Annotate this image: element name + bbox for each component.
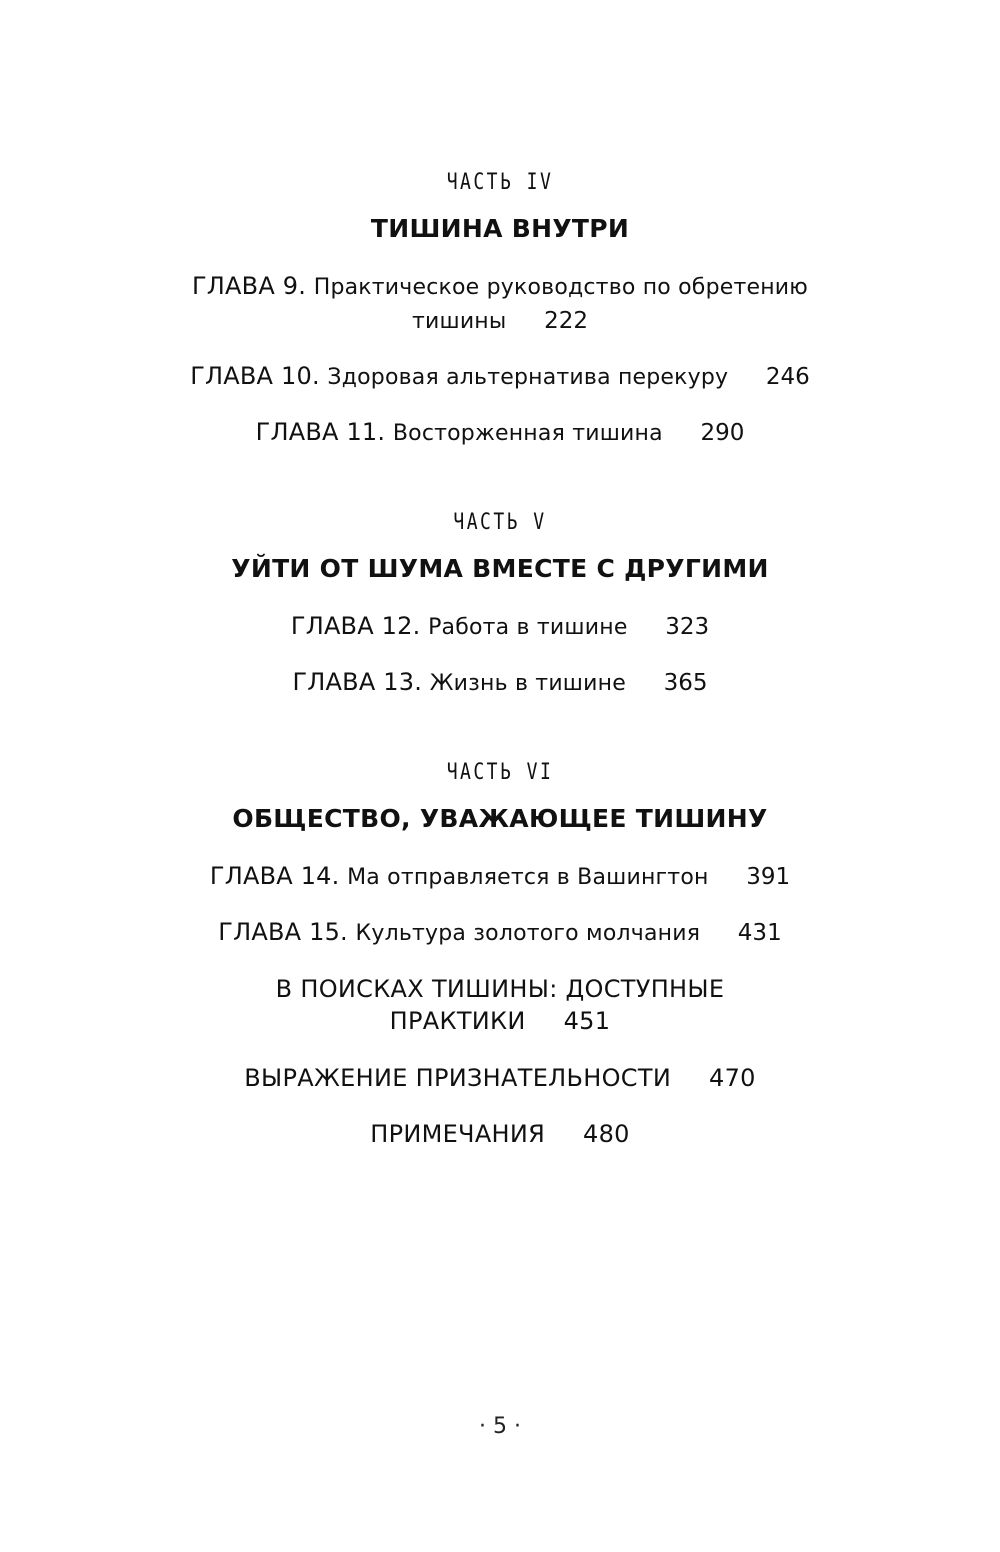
chapter-title: Практическое руководство по обретению тишины	[313, 275, 809, 334]
chapter-page-number: 246	[765, 364, 810, 390]
part-title-iv: ТИШИНА ВНУТРИ	[370, 214, 630, 243]
toc-entry-chapter-13[interactable]	[0, 666, 1000, 700]
chapter-label: ГЛАВА 13.	[292, 668, 423, 696]
chapter-title: Культура золотого молчания	[355, 921, 701, 946]
part-label-iv: ЧАСТЬ IV	[446, 170, 554, 195]
chapter-title: Ма отправляется в Вашингтон	[347, 865, 709, 890]
appendix-page-number: 480	[583, 1120, 630, 1148]
part-label-vi: ЧАСТЬ VI	[446, 760, 554, 785]
appendix-title: ПРИМЕЧАНИЯ	[370, 1120, 546, 1148]
appendix-title: ВЫРАЖЕНИЕ ПРИЗНАТЕЛЬНОСТИ	[244, 1064, 672, 1092]
appendix-title: В ПОИСКАХ ТИШИНЫ: ДОСТУПНЫЕ ПРАКТИКИ	[275, 975, 725, 1035]
chapter-title: Работа в тишине	[428, 615, 628, 640]
toc-entry-chapter-12[interactable]	[0, 610, 1000, 644]
chapter-title: Здоровая альтернатива перекуру	[327, 365, 729, 390]
chapter-page-number: 290	[700, 420, 745, 446]
toc-entry-acknowledgements[interactable]	[0, 1062, 1000, 1094]
chapter-page-number: 365	[663, 670, 708, 696]
toc-entry-chapter-10[interactable]	[0, 360, 1000, 394]
toc-entry-notes[interactable]	[0, 1118, 1000, 1150]
chapter-label: ГЛАВА 10.	[190, 362, 320, 390]
appendix-page-number: 470	[709, 1064, 756, 1092]
chapter-label: ГЛАВА 12.	[290, 612, 421, 640]
toc-entry-chapter-11[interactable]	[0, 416, 1000, 450]
chapter-page-number: 222	[544, 308, 589, 334]
chapter-page-number: 431	[737, 920, 782, 946]
toc-entry-chapter-15[interactable]	[0, 916, 1000, 950]
chapter-title: Жизнь в тишине	[429, 671, 626, 696]
page-number: · 5 ·	[479, 1414, 521, 1439]
chapter-label: ГЛАВА 11.	[255, 418, 386, 446]
chapter-page-number: 391	[746, 864, 791, 890]
toc-entry-chapter-9[interactable]	[0, 270, 1000, 338]
part-title-vi: ОБЩЕСТВО, УВАЖАЮЩЕЕ ТИШИНУ	[232, 804, 768, 833]
chapter-page-number: 323	[665, 614, 710, 640]
part-label-v: ЧАСТЬ V	[453, 510, 547, 535]
chapter-label: ГЛАВА 15.	[218, 918, 348, 946]
chapter-label: ГЛАВА 14.	[209, 862, 340, 890]
chapter-title: Восторженная тишина	[392, 421, 663, 446]
appendix-page-number: 451	[563, 1007, 611, 1035]
part-title-v: УЙТИ ОТ ШУМА ВМЕСТЕ С ДРУГИМИ	[231, 554, 769, 583]
chapter-label: ГЛАВА 9.	[191, 272, 307, 300]
toc-entry-chapter-14[interactable]	[0, 860, 1000, 894]
toc-entry-practices[interactable]	[0, 973, 1000, 1037]
